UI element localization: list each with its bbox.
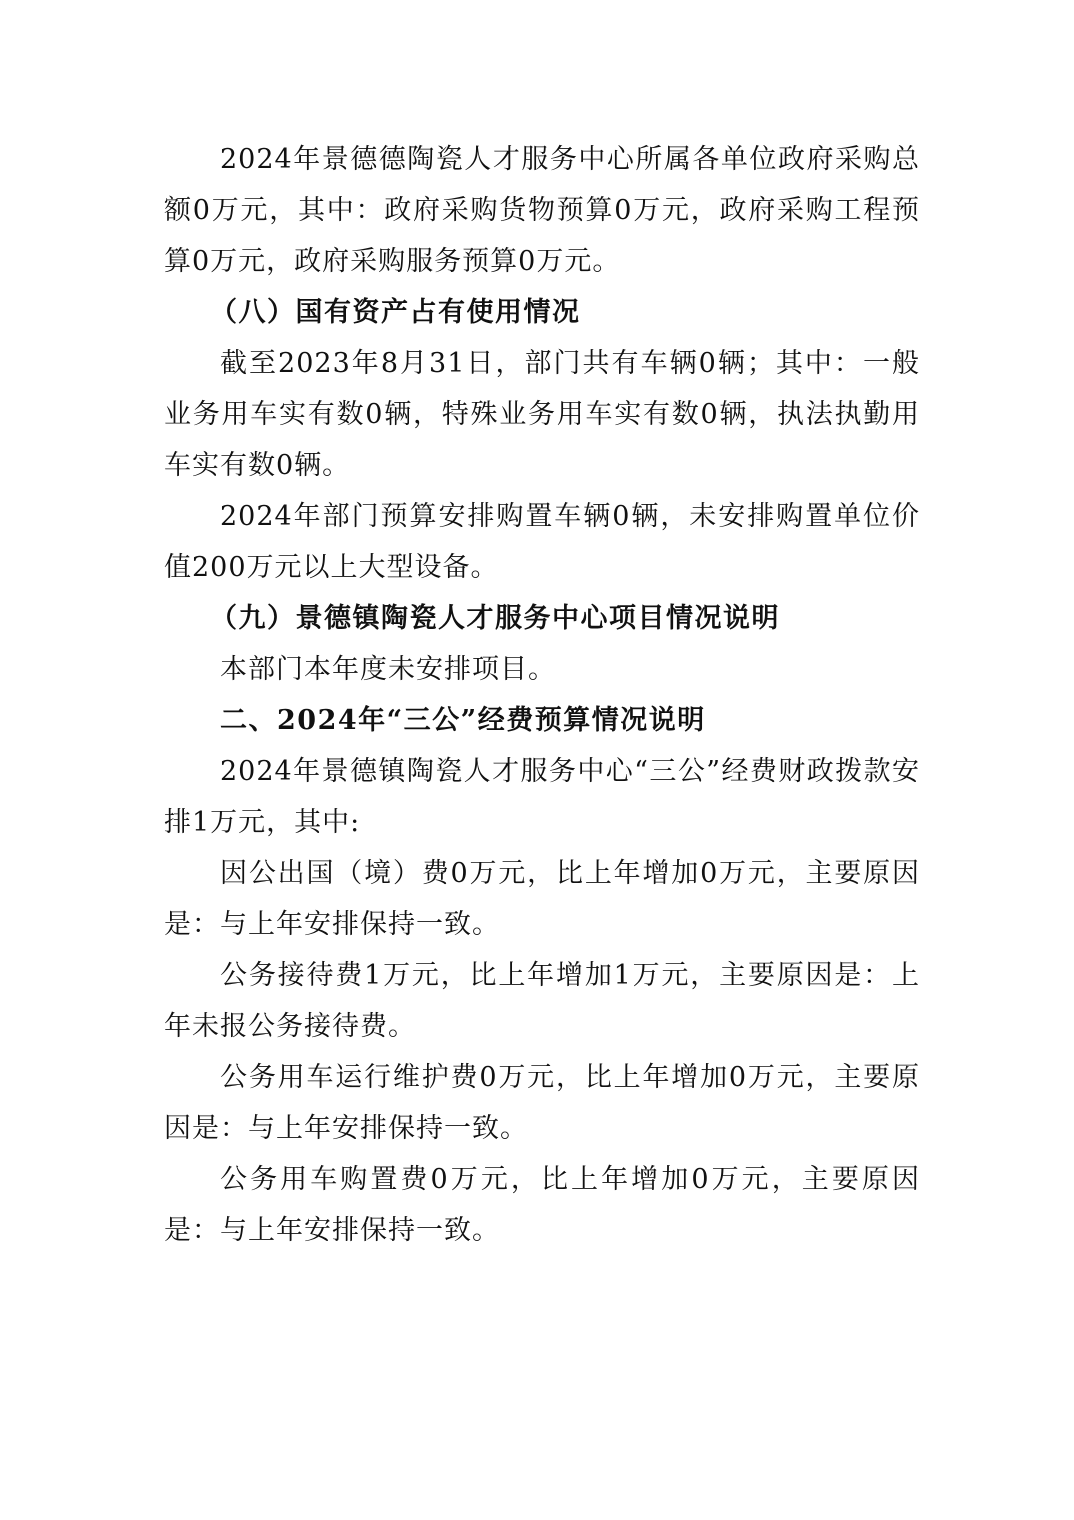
heading-three-public-expenses: 二、2024年“三公”经费预算情况说明: [220, 705, 706, 736]
paragraph-no-projects: 本部门本年度未安排项目。: [220, 654, 556, 685]
paragraph-vehicle-purchase: 2024年部门预算安排购置车辆0辆，未安排购置单位价值200万元以上大型设备。: [164, 501, 920, 583]
paragraph-vehicle-purchase-cost: 公务用车购置费0万元，比上年增加0万元，主要原因是：与上年安排保持一致。: [164, 1164, 920, 1246]
paragraph-procurement: 2024年景德德陶瓷人才服务中心所属各单位政府采购总额0万元，其中：政府采购货物预算0万元，政府采购工程预算0万元，政府采购服务预算0万元。: [164, 144, 920, 277]
paragraph-three-public-total: 2024年景德镇陶瓷人才服务中心“三公”经费财政拨款安排1万元，其中:: [164, 756, 920, 838]
paragraph-vehicle-maintenance: 公务用车运行维护费0万元，比上年增加0万元，主要原因是：与上年安排保持一致。: [164, 1062, 920, 1144]
paragraph-official-reception: 公务接待费1万元，比上年增加1万元，主要原因是：上年未报公务接待费。: [164, 960, 920, 1042]
heading-projects: （九）景德镇陶瓷人才服务中心项目情况说明: [210, 603, 780, 634]
document-page: [164, 134, 920, 1256]
heading-state-assets: （八）国有资产占有使用情况: [210, 297, 581, 328]
paragraph-vehicles: 截至2023年8月31日，部门共有车辆0辆；其中：一般业务用车实有数0辆，特殊业务用车实有数0辆，执法执勤用车实有数0辆。: [164, 348, 920, 481]
paragraph-overseas-travel: 因公出国（境）费0万元，比上年增加0万元，主要原因是：与上年安排保持一致。: [164, 858, 920, 940]
